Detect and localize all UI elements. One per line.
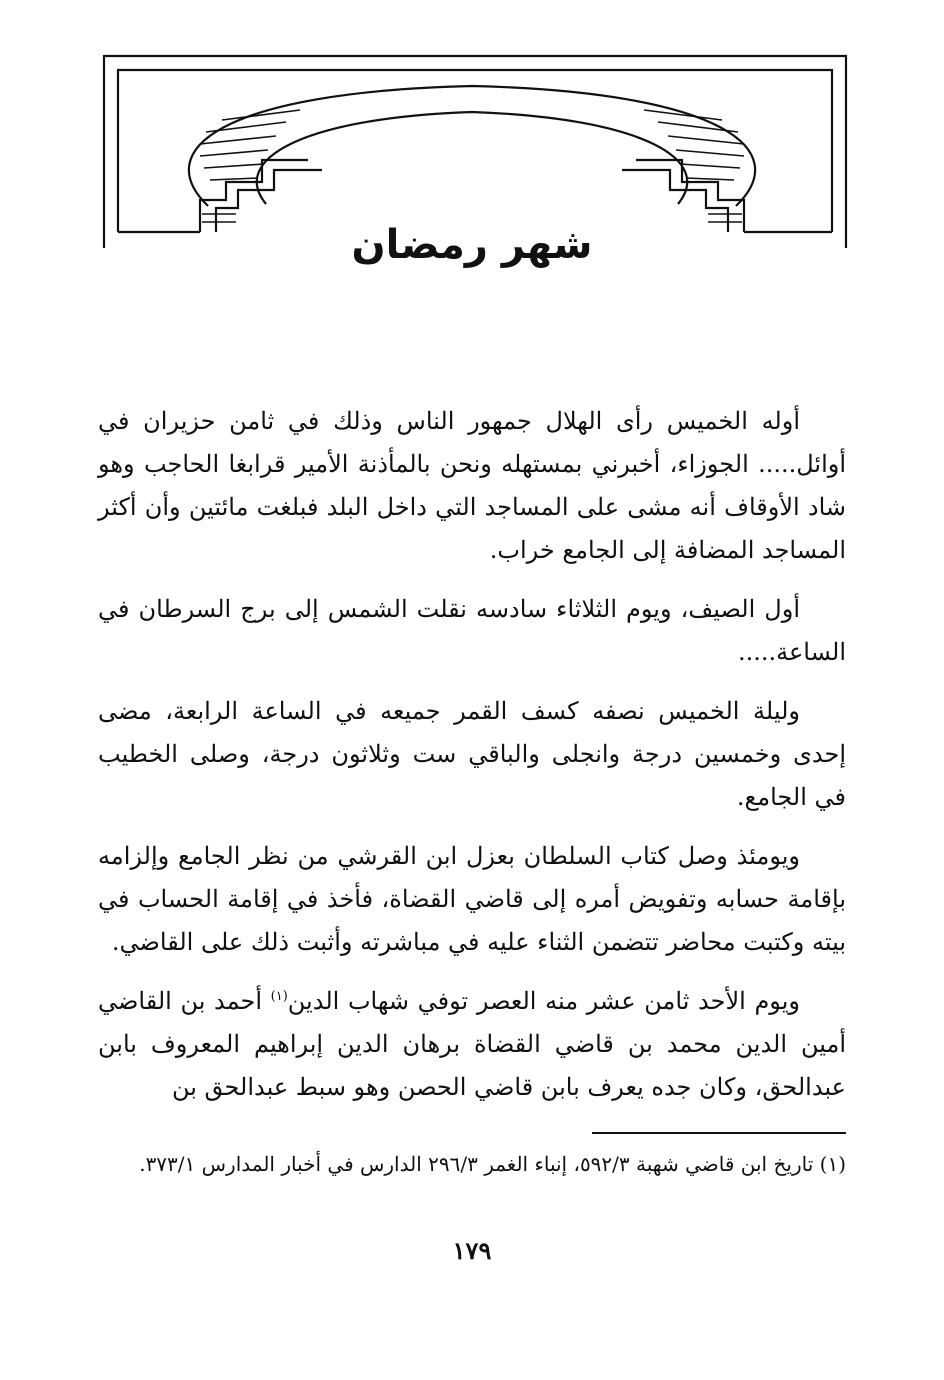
body-text (98, 400, 846, 1125)
paragraph: أول الصيف، ويوم الثلاثاء سادسه نقلت الشمس إلى برج السرطان في الساعة..... (98, 595, 846, 666)
paragraph-text: أحمد بن القاضي أمين الدين محمد بن قاضي القضاة برهان الدين إبراهيم المعروف بابن عبدالحق، وكان جده يعرف بابن قاضي الحصن وهو سبط عبدالحق بن (98, 987, 846, 1101)
page-number: ١٧٩ (452, 1236, 492, 1265)
footnote-separator (592, 1132, 846, 1134)
paragraph-text: ويوم الأحد ثامن عشر منه العصر توفي شهاب الدين (287, 987, 800, 1015)
footnote: (١) تاريخ ابن قاضي شهبة ٥٩٢/٣، إنباء الغمر ٢٩٦/٣ الدارس في أخبار المدارس ٣٧٣/١. (139, 1152, 846, 1176)
chapter-title: شهر رمضان (351, 222, 593, 268)
paragraph: وليلة الخميس نصفه كسف القمر جميعه في الساعة الرابعة، مضى إحدى وخمسين درجة وانجلى والباقي ست وثلاثون درجة، وصلى الخطيب في الجامع. (98, 697, 846, 811)
footnote-marker[interactable]: (١) (270, 989, 288, 1004)
paragraph-with-footnote-ref (98, 980, 846, 1109)
paragraph: أوله الخميس رأى الهلال جمهور الناس وذلك في ثامن حزيران في أوائل..... الجوزاء، أخبرني بمستهله ونحن بالمأذنة الأمير قرابغا الحاجب وهو شاد الأوقاف أنه مشى على المساجد التي داخل البلد فبلغت مائتين وأن أكثر المساجد المضافة إلى الجامع خراب. (98, 407, 846, 564)
paragraph: ويومئذ وصل كتاب السلطان بعزل ابن القرشي من نظر الجامع وإلزامه بإقامة حسابه وتفويض أمره إلى قاضي القضاة، فأخذ في إقامة الحساب في بيته وكتبت محاضر تتضمن الثناء عليه في مباشرته وأثبت ذلك على القاضي. (98, 842, 847, 956)
